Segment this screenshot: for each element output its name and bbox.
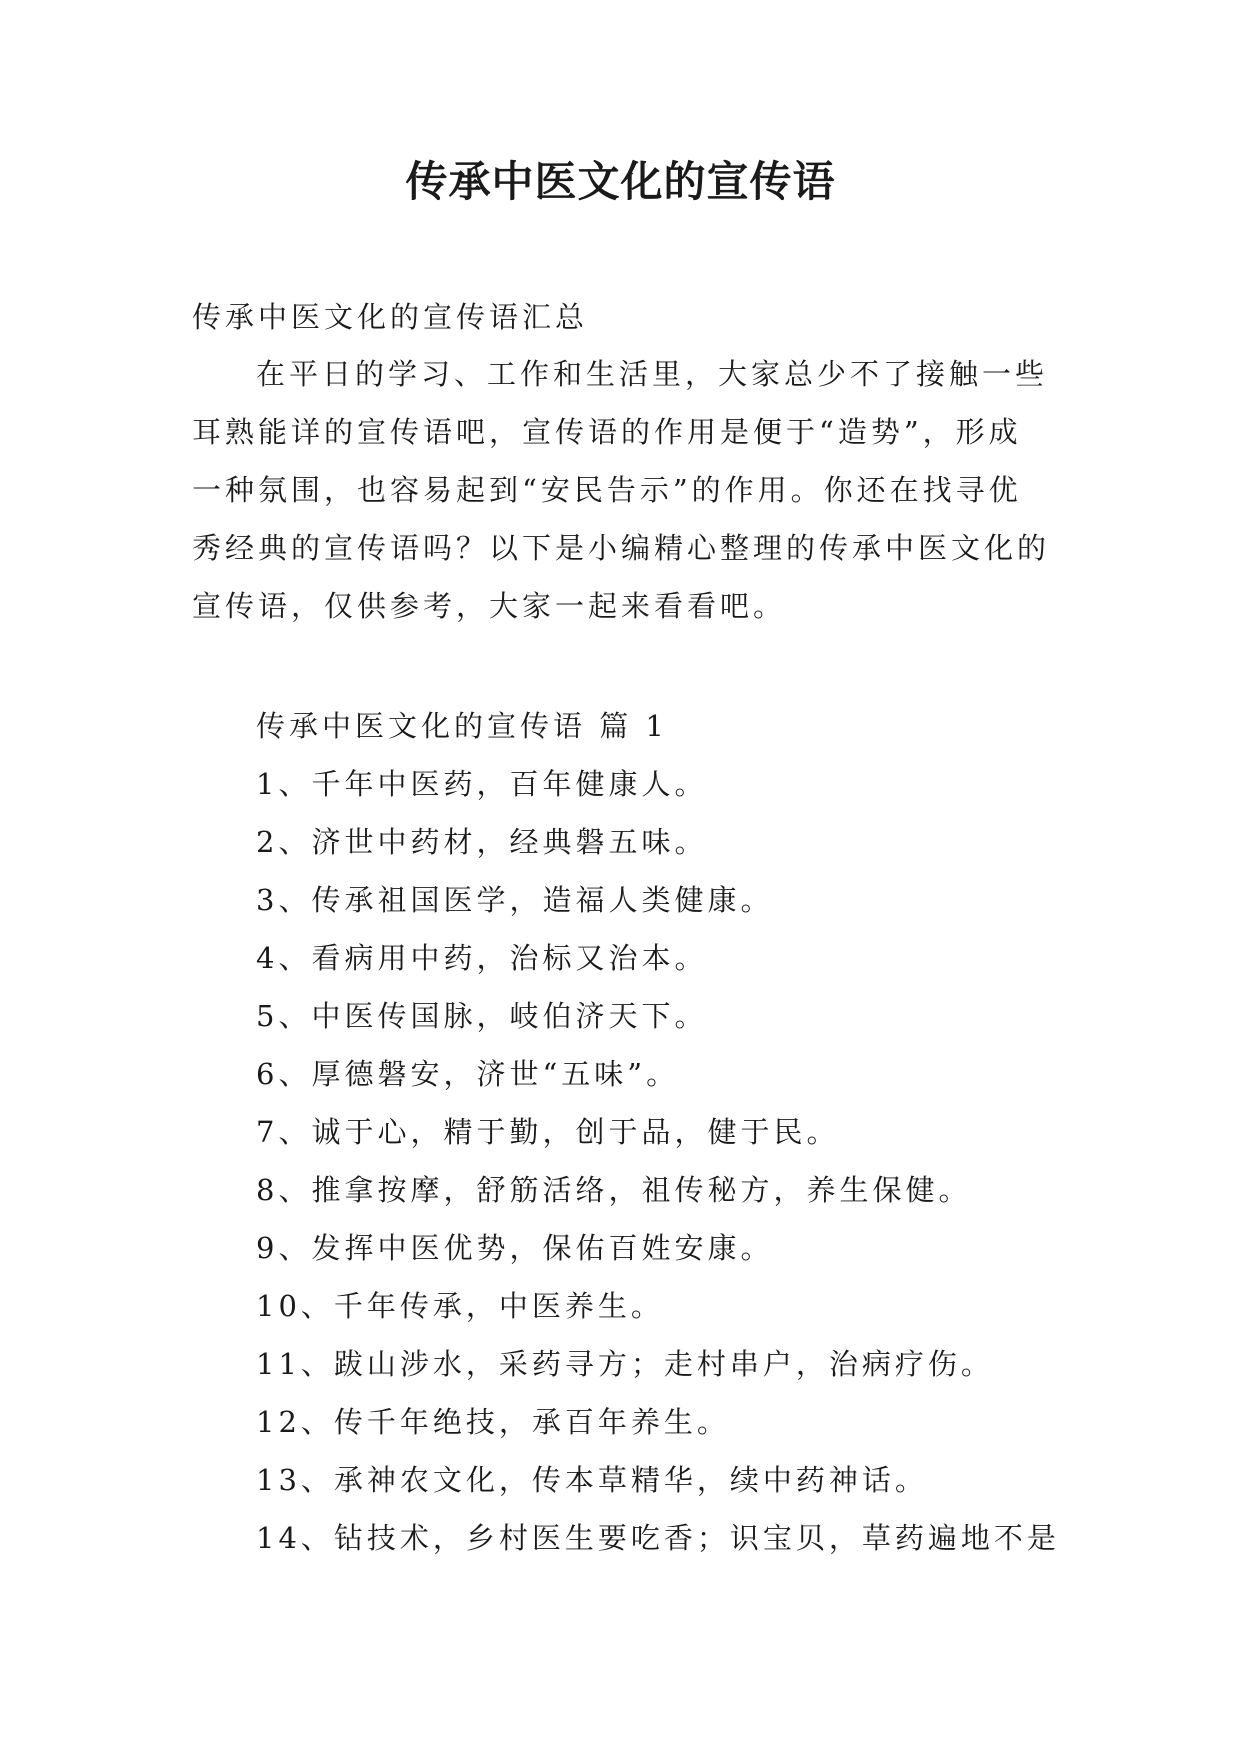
intro-paragraph: 在平日的学习、工作和生活里，大家总少不了接触一些耳熟能详的宣传语吧，宣传语的作用是便于“造势”，形成一种氛围，也容易起到“安民告示”的作用。你还在找寻优秀经典的宣传语吗？以下是小编精心整理的传承中医文化的宣传语，仅供参考，大家一起来看看吧。 — [192, 357, 1051, 623]
saying-item: 9、发挥中医优势，保佑百姓安康。 — [256, 1231, 774, 1265]
saying-item: 7、诚于心，精于勤，创于品，健于民。 — [256, 1115, 840, 1149]
document-title: 传承中医文化的宣传语 — [405, 157, 836, 206]
saying-item: 3、传承祖国医学，造福人类健康。 — [256, 883, 774, 917]
saying-item: 11、跋山涉水，采药寻方；走村串户，治病疗伤。 — [256, 1347, 994, 1381]
saying-item: 13、承神农文化，传本草精华，续中药神话。 — [256, 1463, 928, 1497]
saying-item: 12、传千年绝技，承百年养生。 — [256, 1405, 730, 1439]
saying-item: 4、看病用中药，治标又治本。 — [256, 941, 708, 975]
document-subtitle: 传承中医文化的宣传语汇总 — [192, 300, 589, 334]
section-heading: 传承中医文化的宣传语 篇 1 — [256, 709, 668, 743]
saying-item: 2、济世中药材，经典磐五味。 — [256, 825, 708, 859]
saying-item: 14、钻技术，乡村医生要吃香；识宝贝，草药遍地不是 — [256, 1521, 1060, 1555]
saying-item: 8、推拿按摩，舒筋活络，祖传秘方，养生保健。 — [256, 1173, 972, 1207]
sayings-list — [256, 755, 1060, 1567]
saying-item: 6、厚德磐安，济世“五味”。 — [256, 1057, 680, 1091]
saying-item: 5、中医传国脉，岐伯济天下。 — [256, 999, 708, 1033]
saying-item: 1、千年中医药，百年健康人。 — [256, 767, 708, 801]
saying-item: 10、千年传承，中医养生。 — [256, 1289, 664, 1323]
